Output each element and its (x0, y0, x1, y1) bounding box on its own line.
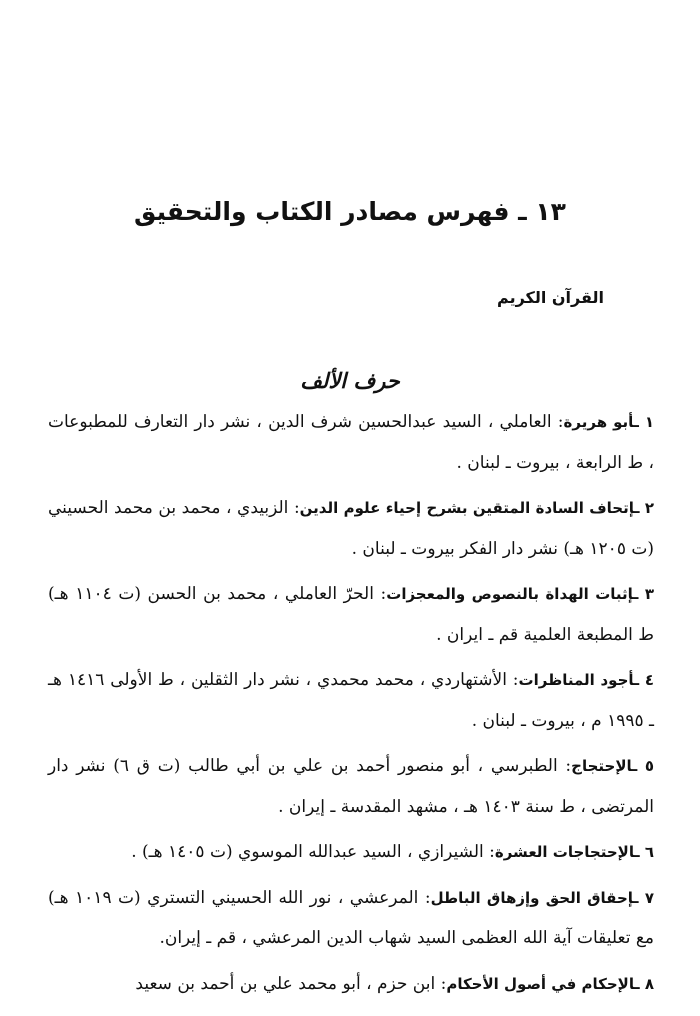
entry-number: ٤ ـ (634, 671, 654, 689)
quran-heading: القرآن الكريم (497, 288, 604, 307)
entry-title: إتحاف السادة المتقين بشرح إحياء علوم الدين (299, 499, 635, 517)
entry-number: ٥ ـ (632, 757, 654, 775)
entry-number: ٢ ـ (634, 499, 654, 517)
entry-details: : العاملي ، السيد عبدالحسين شرف الدين ، نشر دار التعارف للمطبوعات ، ط الرابعة ، بيروت ـ لبنان . (48, 412, 654, 473)
bibliography-entry (48, 830, 654, 876)
entry-number: ٨ ـ (634, 974, 654, 993)
entry-title: إحقاق الحق وإزهاق الباطل (430, 888, 634, 907)
bibliography-entry (48, 744, 654, 830)
entry-details: : ابن حزم ، أبو محمد علي بن أحمد بن سعيد (135, 973, 447, 994)
bibliography-entry (48, 572, 654, 658)
bibliography-list (48, 400, 654, 1007)
bibliography-entry (48, 400, 654, 486)
bibliography-entry (48, 876, 654, 962)
entry-details: : الأشتهاردي ، محمد محمدي ، نشر دار الثقلين ، ط الأولى ١٤١٦ هـ ـ ١٩٩٥ م ، بيروت ـ لبنان . (48, 670, 654, 731)
entry-title: الإحتجاجات العشرة (494, 843, 635, 861)
entry-details: : الشيرازي ، السيد عبدالله الموسوي (ت ١٤٠٥ هـ) . (131, 842, 495, 862)
entry-details: : الطبرسي ، أبو منصور أحمد بن علي بن أبي طالب (ت ق ٦) نشر دار المرتضى ، ط سنة ١٤٠٣ هـ ، مشهد المقدسة ـ إيران . (48, 756, 654, 817)
entry-number: ٣ ـ (633, 585, 654, 603)
bibliography-entry (48, 486, 654, 572)
entry-title: أجود المناظرات (518, 671, 635, 689)
entry-title: الإحكام في أصول الأحكام (446, 974, 635, 993)
entry-number: ٦ ـ (634, 843, 654, 861)
entry-title: الإحتجاج (571, 757, 633, 775)
entry-number: ١ ـ (633, 413, 654, 431)
entry-title: أبو هريرة (563, 413, 634, 431)
page-title: ١٣ ـ فهرس مصادر الكتاب والتحقيق (134, 197, 566, 226)
entry-details: : الزبيدي ، محمد بن محمد الحسيني (ت ١٢٠٥ هـ) نشر دار الفكر بيروت ـ لبنان . (48, 498, 654, 559)
entry-number: ٧ ـ (633, 888, 654, 907)
entry-details: : المرعشي ، نور الله الحسيني التستري (ت ١٠١٩ هـ) مع تعليقات آية الله العظمى السيد شهاب الدين المرعشي ، قم ـ إيران. (48, 887, 654, 948)
bibliography-entry (48, 962, 654, 1008)
section-heading: حرف الألف (300, 368, 400, 393)
bibliography-entry (48, 658, 654, 744)
entry-title: إثبات الهداة بالنصوص والمعجزات (386, 585, 634, 603)
entry-details: : الحرّ العاملي ، محمد بن الحسن (ت ١١٠٤ هـ) ط المطبعة العلمية قم ـ ايران . (48, 584, 654, 645)
